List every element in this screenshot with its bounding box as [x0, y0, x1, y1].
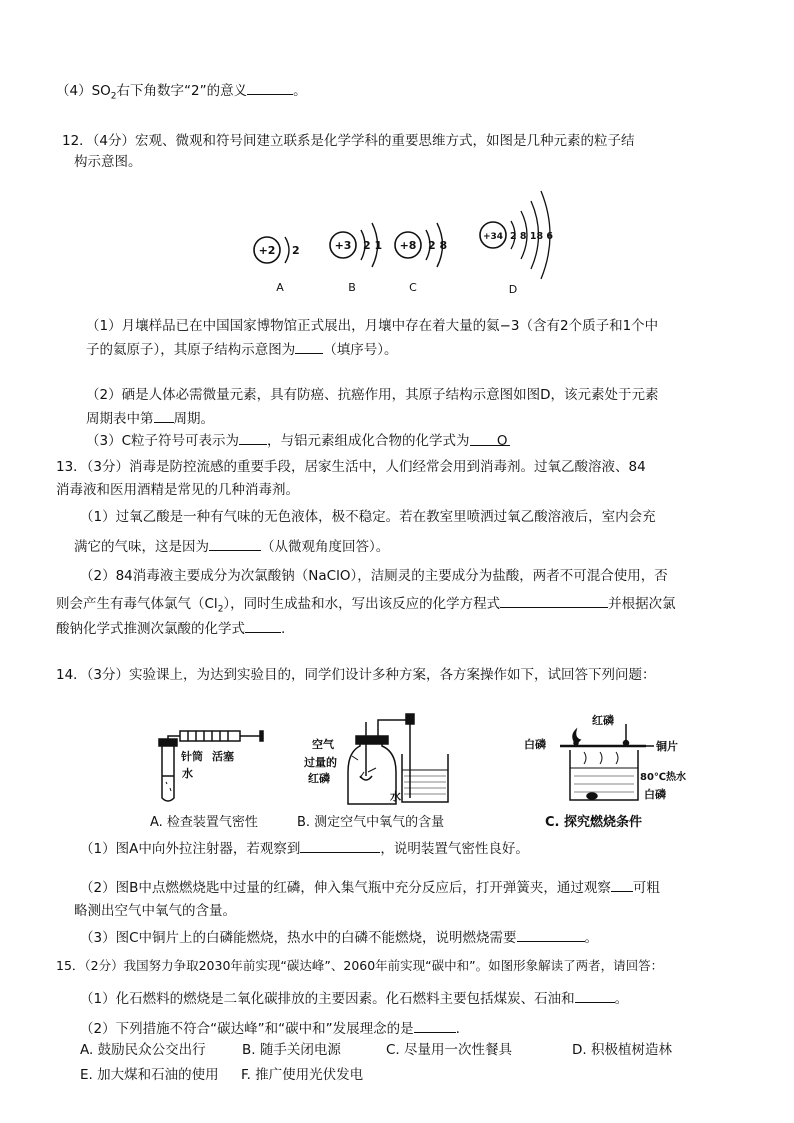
cl2-subscript: 2: [217, 604, 224, 615]
label-white-phosphorus-2: 白磷: [644, 788, 666, 801]
figure-a-airtightness: [140, 728, 280, 804]
q13-p2-text2: ），同时生成盐和水，写出该反应的化学方程式: [223, 596, 501, 612]
q11-end: 。: [293, 83, 307, 99]
q14-p2-text: （2）图B中点燃燃烧匙中过量的红磷，伸入集气瓶中充分反应后，打开弹簧夹，通过观察: [80, 880, 611, 896]
answer-blank-filled[interactable]: [470, 431, 510, 449]
q14-stem: 14．（3分）实验课上，为达到实验目的，同学们设计多种方案，各方案操作如下，试回答下列问题：: [56, 667, 656, 683]
q15-option-f: F. 推广使用光伏发电: [241, 1067, 364, 1083]
q11-text2: 右下角数字“2”的意义: [116, 83, 248, 99]
q13-part1-line2: [74, 536, 389, 557]
answer-blank[interactable]: [500, 593, 608, 608]
q12-part1-line1: （1）月壤样品已在中国国家博物馆正式展出，月壤中存在着大量的氦−3（含有2个质子和1个中: [86, 318, 659, 334]
q11-text: （4）SO: [56, 83, 111, 99]
answer-blank[interactable]: [295, 339, 323, 354]
q13-p2-text4: 酸钠化学式推测次氯酸的化学式: [56, 621, 245, 637]
atom-B: [330, 223, 382, 294]
atom-B-label: B: [348, 281, 356, 294]
label-white-phosphorus: 白磷: [524, 738, 546, 751]
atom-structure-diagrams: [240, 185, 560, 297]
atom-B-electrons: 2 1: [363, 239, 383, 252]
label-excess: 过量的: [304, 756, 337, 769]
q15-option-c: C. 尽量用一次性餐具: [386, 1042, 513, 1058]
label-air: 空气: [312, 738, 334, 751]
atom-C: [395, 223, 447, 294]
q14-p2-end: 可粗: [632, 880, 660, 896]
q15-option-a: A. 鼓励民众公交出行: [80, 1042, 206, 1058]
atom-D-nucleus: +34: [482, 232, 504, 242]
q14-part1: [80, 838, 529, 859]
so2-subscript: 2: [110, 91, 117, 102]
q13-p1-end: （从微观角度回答）。: [261, 539, 390, 555]
q15-p1-text: （1）化石燃料的燃烧是二氧化碳排放的主要因素。化石燃料主要包括煤炭、石油和: [80, 991, 575, 1007]
figure-c-combustion: [520, 714, 690, 810]
figure-b-caption: B. 测定空气中氧气的含量: [297, 815, 445, 830]
answer-blank[interactable]: [517, 927, 585, 942]
atom-B-nucleus: +3: [334, 239, 352, 252]
q14-p3-text: （3）图C中铜片上的白磷能燃烧，热水中的白磷不能燃烧，说明燃烧需要: [80, 930, 517, 946]
q13-p2-end: .: [281, 621, 286, 637]
figure-c-caption: C. 探究燃烧条件: [545, 815, 643, 830]
label-water: 水: [182, 767, 193, 780]
q15-part2: [80, 1018, 460, 1039]
atom-A: [254, 237, 300, 294]
q13-p1-text: 满它的气味，这是因为: [74, 539, 209, 555]
q13-stem-line1: 13．（3分）消毒是防控流感的重要手段，居家生活中，人们经常会用到消毒剂。过氧乙酸溶液、84: [56, 459, 646, 475]
q12-p3-text: （3）C粒子符号可表示为: [86, 433, 240, 449]
answer-blank[interactable]: [611, 877, 633, 892]
q15-part1: [80, 988, 628, 1009]
q12-p1-text: 子的氦原子），其原子结构示意图为: [86, 342, 296, 358]
atom-C-nucleus: +8: [399, 239, 417, 252]
q14-p1-text: （1）图A中向外拉注射器，若观察到: [80, 841, 301, 857]
label-red-phosphorus: 红磷: [308, 772, 330, 785]
atom-A-label: A: [276, 281, 284, 294]
q14-part2-line1: [80, 877, 660, 898]
q12-p3-answer: O: [496, 433, 508, 449]
q11-part4: [56, 80, 307, 107]
q12-p3-mid: ，与铝元素组成化合物的化学式为: [267, 433, 470, 449]
q12-p2-text: 周期表中第: [86, 411, 154, 427]
q12-part2-line2: [86, 408, 214, 429]
answer-blank[interactable]: [247, 80, 293, 95]
q14-part3: [80, 927, 598, 948]
q13-p2-text3: 并根据次氯: [608, 596, 676, 612]
q13-part1-line1: （1）过氧乙酸是一种有气味的无色液体，极不稳定。若在教室里喷洒过氧乙酸溶液后，室内会充: [80, 509, 656, 525]
q13-part2-line3: [56, 618, 285, 639]
atom-D-label: D: [508, 283, 518, 296]
q13-stem-line2: 消毒液和医用酒精是常见的几种消毒剂。: [56, 482, 299, 498]
answer-blank[interactable]: [154, 408, 174, 423]
answer-blank[interactable]: [414, 1018, 456, 1033]
figure-a-caption: A. 检查装置气密性: [150, 815, 258, 830]
answer-blank[interactable]: [300, 838, 380, 853]
label-piston: 活塞: [212, 750, 234, 763]
figure-b-oxygen-content: [298, 712, 470, 808]
q12-part2-line1: （2）硒是人体必需微量元素，具有防癌、抗癌作用，其原子结构示意图如图D，该元素处于元素: [86, 387, 659, 403]
answer-blank[interactable]: [209, 536, 261, 551]
atom-D: [480, 191, 553, 296]
label-hot-water: 80℃热水: [640, 772, 687, 783]
q12-stem-line1: 12．（4分）宏观、微观和符号间建立联系是化学学科的重要思维方式，如图是几种元素的粒子结: [62, 133, 635, 149]
q12-stem-line2: 构示意图。: [74, 154, 142, 170]
q12-p1-end: （填序号）。: [323, 342, 398, 358]
atom-A-nucleus: +2: [258, 244, 276, 257]
q15-stem: 15．（2分）我国努力争取2030年前实现“碳达峰”、2060年前实现“碳中和”。如图形象解读了两者，请回答：: [56, 958, 664, 973]
q15-p2-end: .: [455, 1021, 460, 1037]
atom-C-label: C: [409, 281, 417, 294]
q15-option-e: E. 加大煤和石油的使用: [80, 1067, 219, 1083]
q15-p2-text: （2）下列措施不符合“碳达峰”和“碳中和”发展理念的是: [80, 1021, 414, 1037]
q14-part2-line2: 略测出空气中氧气的含量。: [74, 903, 236, 919]
atom-D-electrons: 2 8 18 6: [510, 231, 553, 242]
q15-option-b: B. 随手关闭电源: [242, 1042, 341, 1058]
q15-p1-end: 。: [614, 991, 629, 1007]
atom-A-electrons: 2: [292, 244, 300, 257]
q13-part2-line2: [56, 593, 676, 620]
atom-C-electrons: 2 8: [428, 239, 448, 252]
q12-p2-end: 周期。: [173, 411, 214, 427]
label-syringe: 针筒: [181, 750, 203, 763]
q13-p2-text: 则会产生有毒气体氯气（Cl: [56, 596, 218, 612]
answer-blank[interactable]: [575, 988, 615, 1003]
q13-part2-line1: （2）84消毒液主要成分为次氯酸钠（NaClO），洁厕灵的主要成分为盐酸，两者不可混合使用，否: [80, 568, 668, 584]
q12-part3: [86, 430, 510, 451]
q15-option-d: D. 积极植树造林: [572, 1042, 672, 1058]
label-water: 水: [390, 790, 401, 803]
label-copper-sheet: 铜片: [656, 740, 678, 753]
q14-p1-end: ，说明装置气密性良好。: [380, 841, 529, 857]
answer-blank[interactable]: [239, 430, 267, 445]
q14-p3-end: 。: [584, 930, 599, 946]
answer-blank[interactable]: [245, 618, 281, 633]
q12-part1-line2: [86, 339, 398, 360]
label-red-phosphorus: 红磷: [592, 714, 614, 727]
